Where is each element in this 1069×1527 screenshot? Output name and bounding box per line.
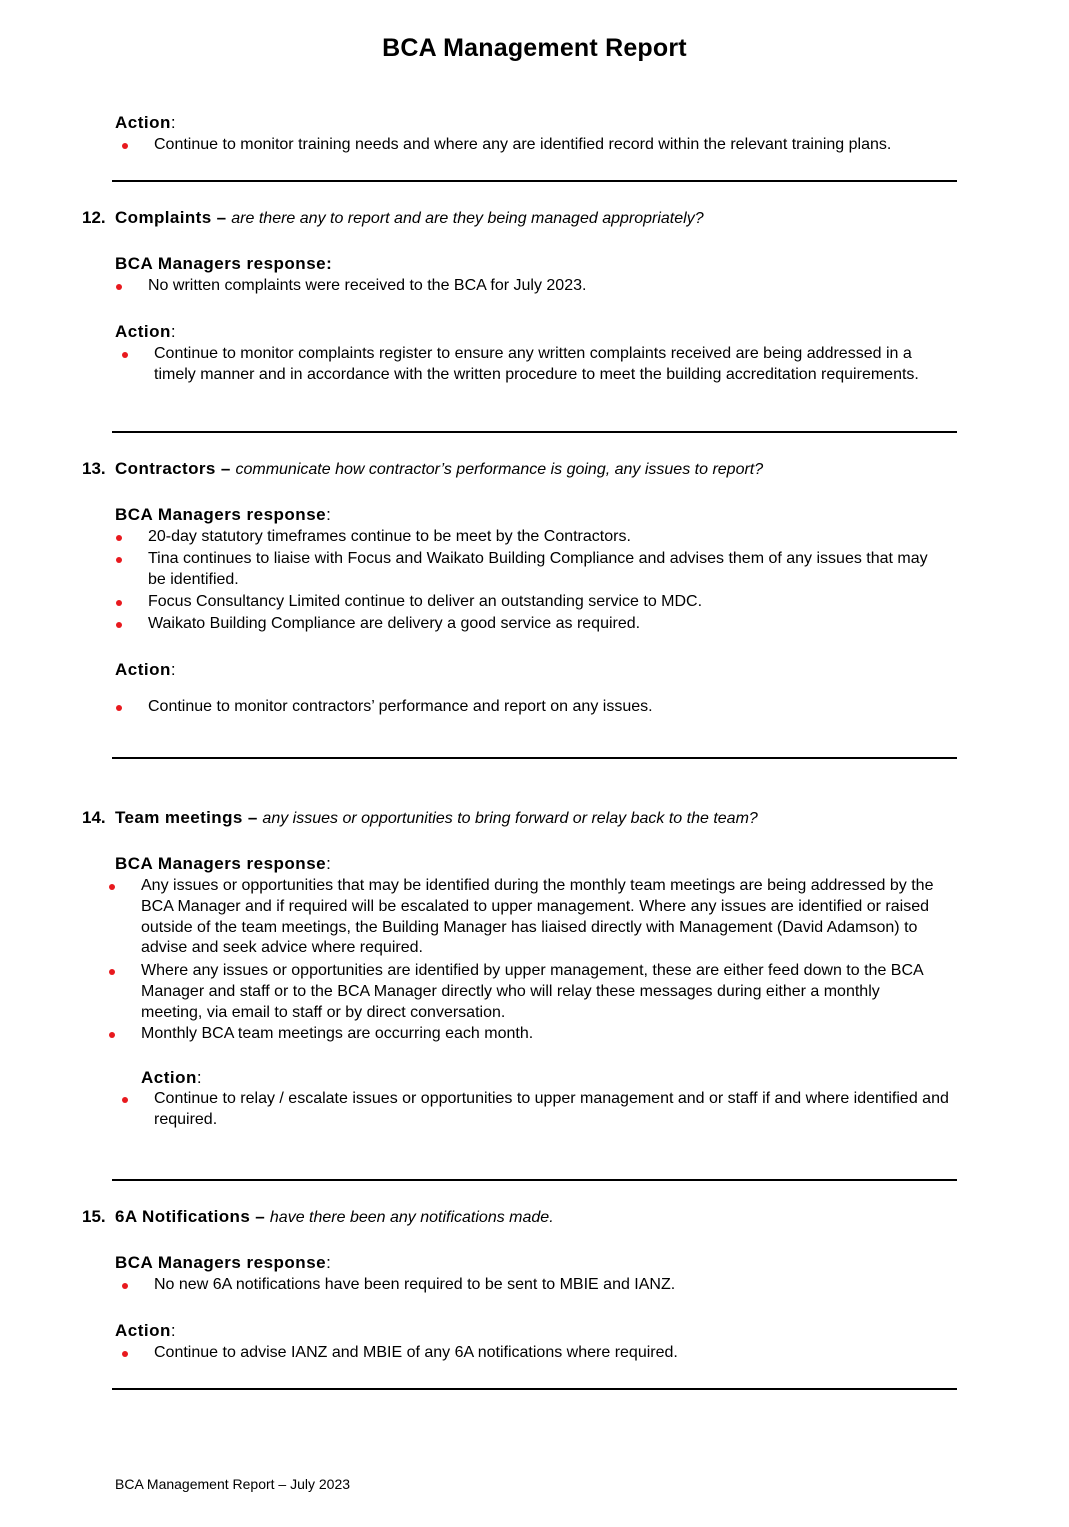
response-item: Tina continues to liaise with Focus and Waikato Building Compliance and advises them of any issues that may be identified. — [148, 550, 928, 588]
action-label: Action: — [115, 113, 177, 132]
bullet-icon — [122, 143, 128, 149]
page-title: BCA Management Report — [382, 34, 687, 62]
bullet-icon — [122, 1283, 128, 1289]
section-divider — [112, 1388, 957, 1390]
action-label: Action: — [115, 1321, 177, 1340]
action-item: Continue to relay / escalate issues or opportunities to upper management and or staff if and where identified and required. — [154, 1090, 949, 1128]
section-heading-team-meetings: 14. Team meetings – any issues or opportunities to bring forward or relay back to the team? — [82, 808, 758, 827]
bullet-icon — [109, 884, 115, 890]
bullet-icon — [116, 705, 122, 711]
response-item: 20-day statutory timeframes continue to be meet by the Contractors. — [148, 528, 631, 545]
section-divider — [112, 180, 957, 182]
bullet-icon — [122, 1097, 128, 1103]
section-divider — [112, 757, 957, 759]
response-label: BCA Managers response: — [115, 854, 332, 873]
section-heading-6a-notifications: 15. 6A Notifications – have there been any notifications made. — [82, 1207, 554, 1226]
response-item: Any issues or opportunities that may be identified during the monthly team meetings are being addressed by the BCA Manager and if required will be escalated to upper management. Where any issues are identified or raised outside of the team meetings, the Building Manager has liaised directly with Management (David Adamson) to advise and seek advice where required. — [141, 877, 934, 957]
section-divider — [112, 1179, 957, 1181]
action-label: Action: — [115, 660, 177, 679]
action-item: Continue to monitor training needs and where any are identified record within the relevant training plans. — [154, 136, 892, 153]
response-label: BCA Managers response: — [115, 505, 332, 524]
bullet-icon — [109, 1032, 115, 1038]
action-label: Action: — [115, 322, 177, 341]
section-heading-complaints: 12. Complaints – are there any to report and are they being managed appropriately? — [82, 208, 704, 227]
bullet-icon — [116, 557, 122, 563]
section-heading-contractors: 13. Contractors – communicate how contractor’s performance is going, any issues to report? — [82, 459, 764, 478]
action-item: Continue to monitor complaints register to ensure any written complaints received are being addressed in a timely manner and in accordance with the written procedure to meet the building accreditation requirements. — [154, 345, 919, 383]
response-label: BCA Managers response: — [115, 254, 333, 273]
action-label: Action: — [141, 1068, 203, 1087]
bullet-icon — [116, 600, 122, 606]
bullet-icon — [122, 1351, 128, 1357]
response-item: Waikato Building Compliance are delivery a good service as required. — [148, 615, 641, 632]
bullet-icon — [116, 535, 122, 541]
bullet-icon — [122, 352, 128, 358]
bullet-icon — [116, 622, 122, 628]
response-label: BCA Managers response: — [115, 1253, 332, 1272]
bullet-icon — [116, 284, 122, 290]
response-item: Where any issues or opportunities are identified by upper management, these are either feed down to the BCA Manager and staff or to the BCA Manager directly who will relay these messages during either a monthly meeting, via email to staff or by direct conversation. — [141, 962, 923, 1021]
response-item: Focus Consultancy Limited continue to deliver an outstanding service to MDC. — [148, 593, 703, 610]
response-item: Monthly BCA team meetings are occurring each month. — [141, 1025, 534, 1042]
section-divider — [112, 431, 957, 433]
response-item: No new 6A notifications have been required to be sent to MBIE and IANZ. — [154, 1276, 676, 1293]
page-footer: BCA Management Report – July 2023 — [115, 1476, 351, 1492]
response-item: No written complaints were received to the BCA for July 2023. — [148, 277, 587, 294]
action-item: Continue to advise IANZ and MBIE of any 6A notifications where required. — [154, 1344, 678, 1361]
bullet-icon — [109, 969, 115, 975]
action-item: Continue to monitor contractors’ performance and report on any issues. — [148, 698, 653, 715]
